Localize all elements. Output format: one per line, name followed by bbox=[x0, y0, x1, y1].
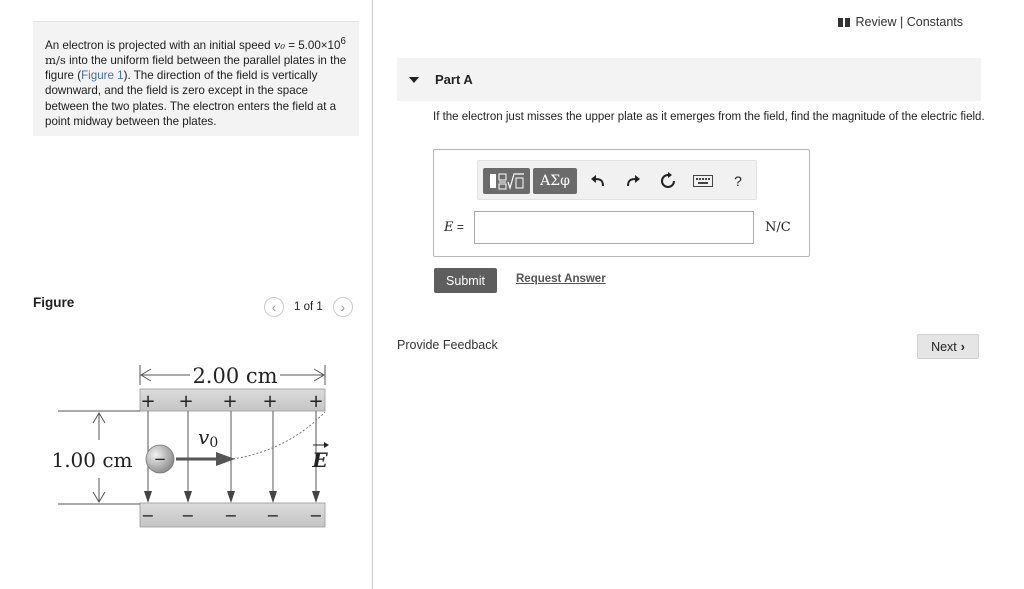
problem-text-1: An electron is projected with an initial speed bbox=[45, 38, 274, 52]
speed-exponent: 6 bbox=[340, 36, 346, 47]
minus-sign: − bbox=[266, 506, 280, 525]
velocity-arrowhead bbox=[216, 452, 235, 466]
request-answer-link[interactable]: Request Answer bbox=[516, 273, 606, 285]
answer-box bbox=[433, 149, 810, 257]
minus-sign: − bbox=[141, 506, 155, 525]
question-text: If the electron just misses the upper plate as it emerges from the field, find the magnitude of the electric field. bbox=[433, 111, 985, 123]
minus-sign: − bbox=[224, 506, 238, 525]
trajectory-path bbox=[233, 412, 325, 459]
problem-text-3: ). The direction of the field is vertically downward, and the field is zero except in the space between the two plates. The electron enters the field at a point midway between the plates. bbox=[45, 69, 337, 128]
field-arrow bbox=[312, 491, 320, 503]
field-arrow bbox=[269, 491, 277, 503]
field-arrow bbox=[144, 491, 152, 503]
chevron-left-icon[interactable]: ‹ bbox=[264, 297, 284, 317]
math-templates-icon[interactable] bbox=[483, 168, 530, 194]
next-button[interactable] bbox=[917, 334, 979, 359]
reset-icon[interactable] bbox=[658, 171, 678, 191]
electron-charge: − bbox=[153, 450, 167, 468]
plus-sign: + bbox=[308, 391, 324, 412]
part-a-header[interactable] bbox=[397, 58, 981, 101]
figure-link[interactable]: Figure 1 bbox=[81, 69, 124, 83]
problem-statement bbox=[33, 21, 359, 136]
answer-variable-label: E = bbox=[444, 220, 464, 235]
speed-symbol: v₀ bbox=[273, 37, 285, 52]
pager-count: 1 of 1 bbox=[294, 301, 323, 313]
plus-sign: + bbox=[222, 391, 238, 412]
help-button[interactable]: ? bbox=[734, 173, 742, 189]
left-pane bbox=[0, 0, 373, 589]
math-toolbar bbox=[477, 160, 757, 200]
provide-feedback-link[interactable]: Provide Feedback bbox=[397, 338, 498, 352]
redo-icon[interactable] bbox=[623, 171, 643, 191]
parallel-plates-figure bbox=[48, 355, 338, 535]
review-constants-link[interactable] bbox=[838, 15, 963, 29]
minus-sign: − bbox=[309, 506, 323, 525]
review-link-text[interactable]: Review | Constants bbox=[855, 15, 963, 29]
height-label: 1.00 cm bbox=[51, 448, 133, 472]
speed-unit: m/s bbox=[45, 53, 66, 68]
problem-text-eq: = 5.00×10 bbox=[285, 38, 341, 52]
keyboard-icon[interactable] bbox=[692, 171, 714, 191]
caret-down-icon[interactable] bbox=[409, 77, 419, 83]
next-label: Next bbox=[931, 339, 957, 354]
problem-text-2: into the uniform field between the parallel plates in the figure ( bbox=[45, 54, 347, 83]
plus-sign: + bbox=[178, 391, 194, 412]
answer-unit: N/C bbox=[765, 220, 791, 235]
submit-button[interactable]: Submit bbox=[434, 268, 497, 293]
width-label: 2.00 cm bbox=[192, 364, 278, 388]
plus-sign: + bbox=[262, 391, 278, 412]
chevron-right-icon[interactable]: › bbox=[333, 297, 353, 317]
chevron-right-icon: › bbox=[960, 339, 965, 354]
field-arrow bbox=[184, 491, 192, 503]
part-title: Part A bbox=[435, 72, 473, 87]
symbols-button[interactable]: ΑΣφ bbox=[533, 168, 577, 194]
book-icon bbox=[838, 18, 850, 27]
field-arrow bbox=[227, 491, 235, 503]
answer-input[interactable] bbox=[474, 211, 754, 244]
velocity-label: v0 bbox=[198, 425, 219, 451]
field-label: E bbox=[312, 448, 328, 472]
minus-sign: − bbox=[181, 506, 195, 525]
figure-heading: Figure bbox=[33, 295, 75, 310]
plus-sign: + bbox=[140, 391, 156, 412]
undo-icon[interactable] bbox=[588, 171, 608, 191]
figure-pager bbox=[264, 295, 353, 319]
